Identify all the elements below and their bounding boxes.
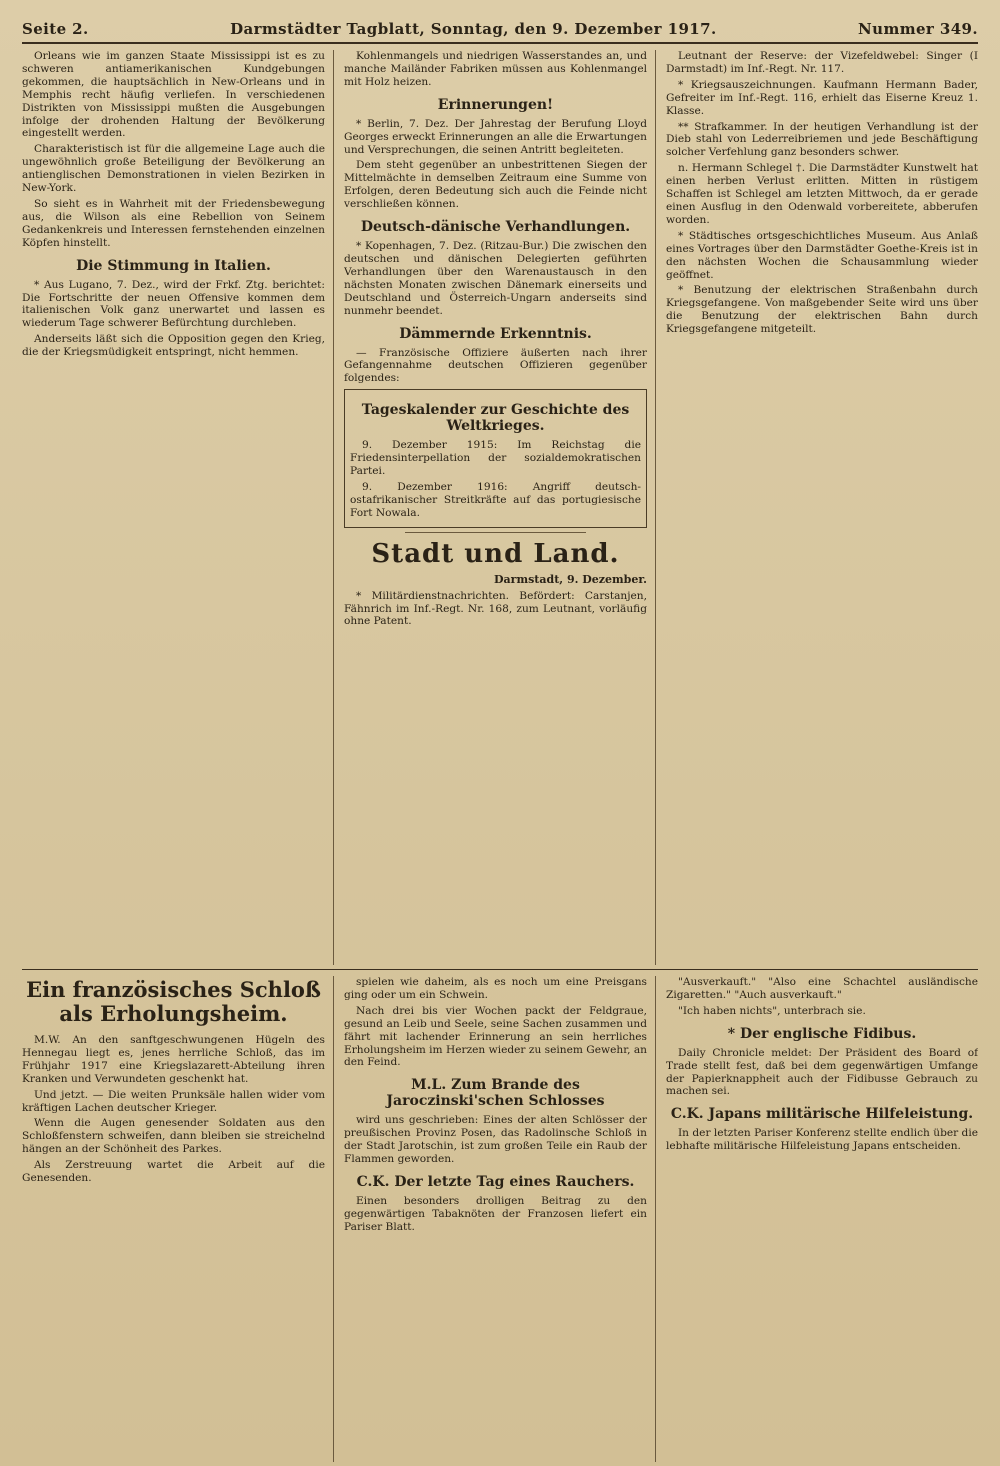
article-text: Wenn die Augen genesender Soldaten aus den Schloßfenstern schweifen, dann bleiben sie streichelnd hängen an der Schönheit des Parkes.	[22, 1117, 325, 1156]
calendar-entry: 9. Dezember 1916: Angriff deutsch-ostafrikanischer Streitkräfte auf das portugiesische Fort Nowala.	[350, 480, 641, 519]
article-text: Orleans wie im ganzen Staate Mississippi ist es zu schweren antiamerikanischen Kundgebungen gekommen, die hauptsächlich in New-Orleans und in Memphis recht häufig verliefen. In verschiedenen Distrikten von Mississippi mußten die Ausgebungen infolge der drohenden Haltung der Bevölkerung eingestellt werden.	[22, 50, 325, 140]
calendar-entry: 9. Dezember 1915: Im Reichstag die Friedensinterpellation der sozialdemokratischen Partei.	[350, 439, 641, 478]
dateline: Darmstadt, 9. Dezember.	[494, 572, 647, 586]
lower-column-3	[666, 976, 978, 1462]
article-text: Und jetzt. — Die weiten Prunksäle hallen wider vom kräftigen Lachen deutscher Krieger.	[22, 1088, 325, 1114]
heading-letzter-tag-raucher: C.K. Der letzte Tag eines Rauchers.	[356, 1173, 635, 1190]
issue-number: Nummer 349.	[858, 20, 978, 38]
article-text: Anderseits läßt sich die Opposition gegen den Krieg, die der Kriegsmüdigkeit entspringt, nicht hemmen.	[22, 333, 325, 359]
article-text: Leutnant der Reserve: der Vizefeldwebel: Singer (I Darmstadt) im Inf.-Regt. Nr. 117.	[666, 50, 978, 75]
column-1	[22, 50, 334, 965]
heading-schloss-erholungsheim: Ein französisches Schloß als Erholungsheim.	[26, 977, 321, 1026]
article-text: * Kopenhagen, 7. Dez. (Ritzau-Bur.) Die zwischen den deutschen und dänischen Delegierten geführten Verhandlungen über den Warenaustausch in den nächsten Monaten zwischen Dänemark einerseits und Deutschland und Österreich-Ungarn anderseits sind nunmehr beendet.	[344, 240, 647, 317]
heading-brand-schloss: M.L. Zum Brande des Jaroczinski'schen Schlosses	[386, 1077, 605, 1110]
heading-englischer-fidibus: * Der englische Fidibus.	[727, 1025, 917, 1042]
article-text: "Ich haben nichts", unterbrach sie.	[678, 1004, 866, 1017]
article-text: ** Strafkammer. In der heutigen Verhandlung ist der Dieb stahl von Lederreibriemen und jede Beschäftigung solcher Verfehlung ganz besonders schwer.	[666, 120, 978, 159]
article-text: — Französische Offiziere äußerten nach ihrer Gefangennahme deutschen Offizieren gegenüber folgendes:	[344, 346, 647, 385]
heading-erinnerungen: Erinnerungen!	[437, 96, 554, 113]
article-text: Einen besonders drolligen Beitrag zu den gegenwärtigen Tabaknöten der Franzosen liefert ein Pariser Blatt.	[344, 1194, 647, 1233]
article-text: Charakteristisch ist für die allgemeine Lage auch die ungewöhnlich große Beteiligung der Bevölkerung an antienglischen Demonstrationen in vielen Bezirken in New-York.	[22, 143, 325, 195]
tageskalender-box	[344, 389, 647, 527]
article-text: In der letzten Pariser Konferenz stellte endlich über die lebhafte militärische Hilfeleistung Japans entscheiden.	[666, 1127, 978, 1153]
article-text: M.W. An den sanftgeschwungenen Hügeln des Hennegau liegt es, jenes herrliche Schloß, das im Frühjahr 1917 eine Kriegslazarett-Abteilung ihren Kranken und Verwundeten geschenkt hat.	[22, 1034, 325, 1085]
lower-column-2	[344, 976, 656, 1462]
lower-section	[22, 976, 978, 1462]
article-text: Kohlenmangels und niedrigen Wasserstandes an, und manche Mailänder Fabriken müssen aus Kohlenmangel mit Holz heizen.	[344, 50, 647, 88]
article-text: * Militärdienstnachrichten. Befördert: Carstanjen, Fähnrich im Inf.-Regt. Nr. 168, zum Leutnant, vorläufig ohne Patent.	[344, 589, 647, 628]
page-number: Seite 2.	[22, 20, 89, 38]
divider	[405, 532, 587, 533]
upper-section	[22, 50, 978, 965]
article-text: * Benutzung der elektrischen Straßenbahn durch Kriegsgefangene. Von maßgebender Seite wird uns über die Benutzung der elektrischen Bahn durch Kriegsgefangene mitgeteilt.	[666, 284, 978, 336]
heading-japans-hilfeleistung: C.K. Japans militärische Hilfeleistung.	[670, 1106, 974, 1123]
heading-daemmernde-erkenntnis: Dämmernde Erkenntnis.	[399, 325, 592, 342]
column-3	[666, 50, 978, 965]
column-2	[344, 50, 656, 965]
heading-stimmung-italien: Die Stimmung in Italien.	[76, 257, 271, 274]
article-text: wird uns geschrieben: Eines der alten Schlösser der preußischen Provinz Posen, das Radolinsche Schloß in der Stadt Jarotschin, ist zum großen Teile ein Raub der Flammen geworden.	[344, 1114, 647, 1166]
article-text: Dem steht gegenüber an unbestrittenen Siegen der Mittelmächte in demselben Zeitraum eine Summe von Erfolgen, deren Bedeutung sich auch die Feinde nicht verschließen können.	[344, 159, 647, 211]
article-text: So sieht es in Wahrheit mit der Friedensbewegung aus, die Wilson als eine Rebellion von Seinem Gedankenkreis und Interessen fernstehenden einzelnen Köpfen hinstellt.	[22, 197, 325, 249]
lower-column-1	[22, 976, 334, 1462]
article-text: Daily Chronicle meldet: Der Präsident des Board of Trade stellt fest, daß bei dem gegenwärtigen Umfange der Papierknappheit auch der Fidibusse Gebrauch zu machen sei.	[666, 1046, 978, 1098]
article-text: Als Zerstreuung wartet die Arbeit auf die Genesenden.	[22, 1159, 325, 1185]
heading-deutsch-daenisch: Deutsch-dänische Verhandlungen.	[360, 219, 631, 236]
article-text: * Städtisches ortsgeschichtliches Museum. Aus Anlaß eines Vortrages über den Darmstädter Goethe-Kreis ist in den nächsten Wochen die Schausammlung wieder geöffnet.	[666, 229, 978, 281]
heading-stadt-und-land: Stadt und Land.	[371, 538, 620, 569]
article-text: * Kriegsauszeichnungen. Kaufmann Hermann Bader, Gefreiter im Inf.-Regt. 116, erhielt das Eiserne Kreuz 1. Klasse.	[666, 78, 978, 117]
article-text: * Aus Lugano, 7. Dez., wird der Frkf. Ztg. berichtet: Die Fortschritte der neuen Offensive kommen dem italienischen Volk ganz unerwartet und lassen es wiederum Tage schwerer Befürchtung durchleben.	[22, 278, 325, 330]
newspaper-title: Darmstädter Tagblatt, Sonntag, den 9. Dezember 1917.	[230, 20, 717, 38]
article-text: spielen wie daheim, als es noch um eine Preisgans ging oder um ein Schwein.	[344, 976, 647, 1001]
heading-tageskalender: Tageskalender zur Geschichte des Weltkrieges.	[361, 402, 630, 435]
article-text: * Berlin, 7. Dez. Der Jahrestag der Berufung Lloyd Georges erweckt Erinnerungen an alle die Erwartungen und Versprechungen, die seinen Antritt begleiteten.	[344, 117, 647, 156]
article-text: "Ausverkauft." "Also eine Schachtel ausländische Zigaretten." "Auch ausverkauft."	[666, 976, 978, 1001]
masthead	[22, 20, 978, 44]
section-divider	[22, 969, 978, 970]
article-text: Nach drei bis vier Wochen packt der Feldgraue, gesund an Leib und Seele, seine Sachen zusammen und fährt mit lachender Erinnerung an sein herrliches Erholungsheim im Herzen wieder zu seinem Gewehr, an den Feind.	[344, 1004, 647, 1069]
article-text: n. Hermann Schlegel †. Die Darmstädter Kunstwelt hat einen herben Verlust erlitten. Mitten in rüstigem Schaffen ist Schlegel am letzten Mittwoch, da er gerade einen Ausflug in den Odenwald vorbereitete, abberufen worden.	[666, 162, 978, 226]
